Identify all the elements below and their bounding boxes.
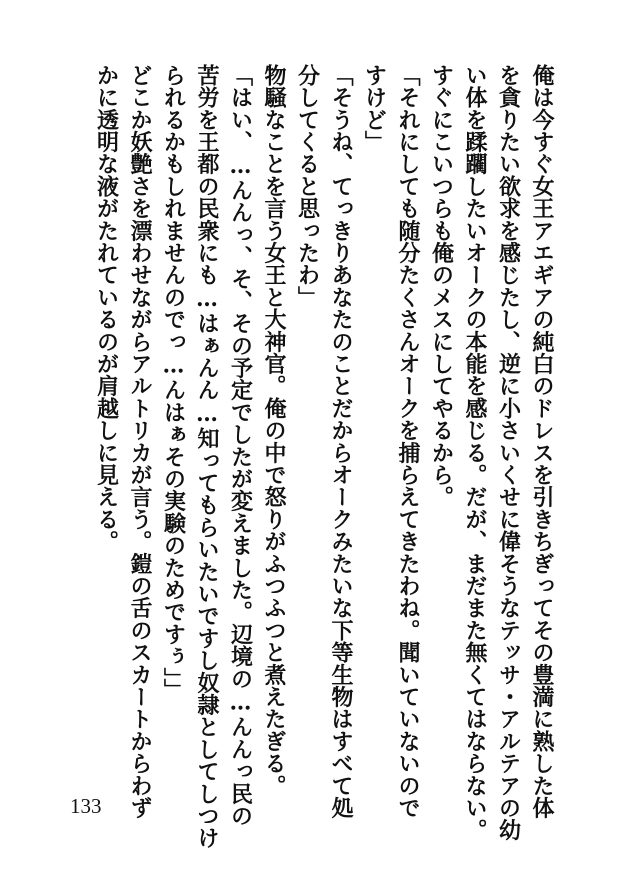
- text-line: い体を蹂躙したいオークの本能を感じる。だが、まだまた無くてはならない。: [462, 64, 488, 841]
- text-line: 物騒なことを言う女王と大神官。俺の中で怒りがふつふつと煮えたぎる。: [261, 64, 287, 797]
- text-line: を貪りたい欲求を感じたし、逆に小さいくせに偉そうなテッサ・アルテアの幼: [495, 64, 522, 841]
- text-line: られるかもしれませんのでっ…んはぁその実験のためですぅ」」: [160, 64, 187, 701]
- text-line: 俺は今すぐ女王アエギアの純白のドレスを引きちぎってその豊満に熟した体: [529, 64, 555, 819]
- text-line: 分してくると思ったわ」: [294, 64, 321, 309]
- text-line: かに透明な液がたれているのが肩越しに見える。: [93, 64, 120, 553]
- text-line: すぐにこいつらも俺のメスにしてやるから。: [428, 64, 455, 508]
- vertical-text-body: [89, 64, 558, 849]
- text-line: 苦労を王都の民衆にも…はぁんん…知ってもらいたいですし奴隷としてしつけ: [194, 64, 220, 849]
- text-line: すけど」: [361, 64, 388, 153]
- page-number: 133: [70, 794, 102, 818]
- text-line: どこか妖艶さを漂わせながらアルトリカが言う。鎧の舌のスカートからわず: [127, 64, 153, 819]
- text-line: 「それにしても随分たくさんオークを捕らえてきたわね。聞いていないので: [395, 64, 421, 819]
- text-line: 「はい、…んんっ、そ、その予定でしたが変えました。辺境の…んんっ民の: [227, 64, 254, 827]
- text-line: 「そうね、てっきりあなたのことだからオークみたいな下等生物はすべて処: [328, 64, 354, 819]
